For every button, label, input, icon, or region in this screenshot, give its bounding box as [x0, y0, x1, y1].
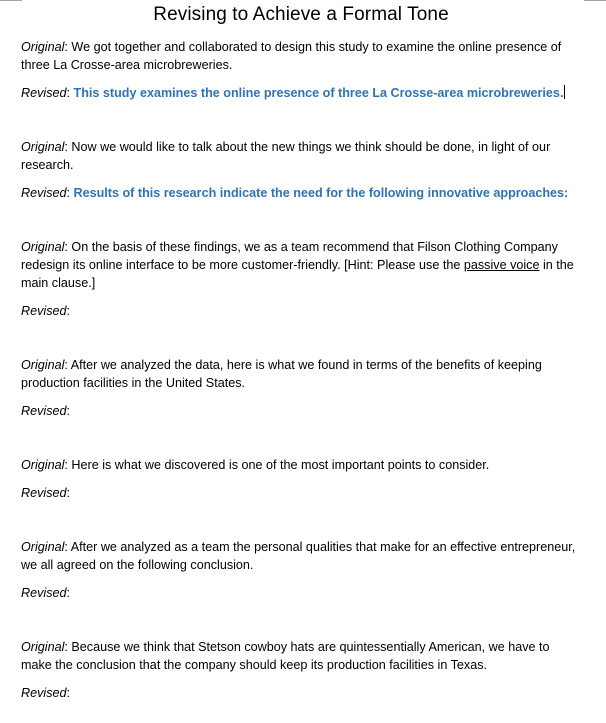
exercise-item-6 [21, 538, 581, 602]
original-sentence: Original: After we analyzed the data, here is what we found in terms of the benefits of keeping production facilities in the United States. [21, 358, 542, 390]
page-corner-right [584, 0, 606, 1]
revised-label: Revised [21, 86, 67, 100]
original-sentence: Original: Now we would like to talk about the new things we think should be done, in light of our research. [21, 140, 551, 172]
exercise-item-4 [21, 356, 581, 420]
original-text-end: in the main clause.] [21, 258, 574, 290]
original-label: Original [21, 140, 65, 154]
original-label: Original [21, 640, 65, 654]
original-label: Original [21, 540, 65, 554]
exercise-item-3 [21, 238, 581, 320]
exercise-item-5 [21, 456, 581, 502]
revised-sentence[interactable]: Revised: [21, 586, 70, 600]
revised-label: Revised [21, 304, 67, 318]
original-text: On the basis of these findings, we as a team recommend that Filson Clothing Company redesign its online interface to be more customer-friendly. [Hint: Please use the [21, 240, 558, 272]
revised-sentence[interactable]: Revised: [21, 486, 70, 500]
original-sentence: Original: Here is what we discovered is one of the most important points to consider. [21, 458, 490, 472]
revised-answer[interactable]: Results of this research indicate the need for the following innovative approaches: [73, 186, 569, 200]
revised-label: Revised [21, 686, 67, 700]
revised-label: Revised [21, 486, 67, 500]
exercise-item-1 [21, 38, 581, 102]
original-text: Now we would like to talk about the new things we think should be done, in light of our research. [21, 140, 551, 172]
revised-answer[interactable]: This study examines the online presence of three La Crosse-area microbreweries. [73, 86, 564, 100]
document-page[interactable] [21, 4, 581, 702]
original-sentence: Original: On the basis of these findings, we as a team recommend that Filson Clothing Company redesign its online interface to be more customer-friendly. [Hint: Please use the passive voice in the main clause.] [21, 240, 574, 290]
text-cursor [564, 85, 565, 99]
original-text: Here is what we discovered is one of the most important points to consider. [71, 458, 490, 472]
revised-sentence[interactable]: Revised: This study examines the online presence of three La Crosse-area microbreweries. [21, 86, 564, 100]
revised-label: Revised [21, 186, 67, 200]
original-label: Original [21, 40, 65, 54]
original-text: After we analyzed as a team the personal qualities that make for an effective entrepreneur, we all agreed on the following conclusion. [21, 540, 576, 572]
revised-label: Revised [21, 586, 67, 600]
original-text: We got together and collaborated to design this study to examine the online presence of three La Crosse-area microbreweries. [21, 40, 562, 72]
revised-sentence[interactable]: Revised: [21, 686, 70, 700]
page-corner-left [0, 0, 22, 1]
document-title: Revising to Achieve a Formal Tone [153, 4, 449, 25]
original-label: Original [21, 240, 65, 254]
exercise-item-2 [21, 138, 581, 202]
exercise-item-7 [21, 638, 581, 702]
original-sentence: Original: Because we think that Stetson cowboy hats are quintessentially American, we have to make the conclusion that the company should keep its production facilities in Texas. [21, 640, 550, 672]
original-sentence: Original: We got together and collaborated to design this study to examine the online presence of three La Crosse-area microbreweries. [21, 40, 562, 72]
passive-voice-link[interactable]: passive voice [463, 258, 540, 272]
revised-sentence[interactable]: Revised: [21, 404, 70, 418]
original-label: Original [21, 458, 65, 472]
revised-sentence[interactable]: Revised: [21, 304, 70, 318]
revised-label: Revised [21, 404, 67, 418]
original-label: Original [21, 358, 65, 372]
revised-sentence[interactable]: Revised: Results of this research indicate the need for the following innovative approaches: [21, 186, 569, 200]
original-sentence: Original: After we analyzed as a team the personal qualities that make for an effective entrepreneur, we all agreed on the following conclusion. [21, 540, 576, 572]
original-text: Because we think that Stetson cowboy hats are quintessentially American, we have to make the conclusion that the company should keep its production facilities in Texas. [21, 640, 550, 672]
original-text: After we analyzed the data, here is what we found in terms of the benefits of keeping production facilities in the United States. [21, 358, 542, 390]
